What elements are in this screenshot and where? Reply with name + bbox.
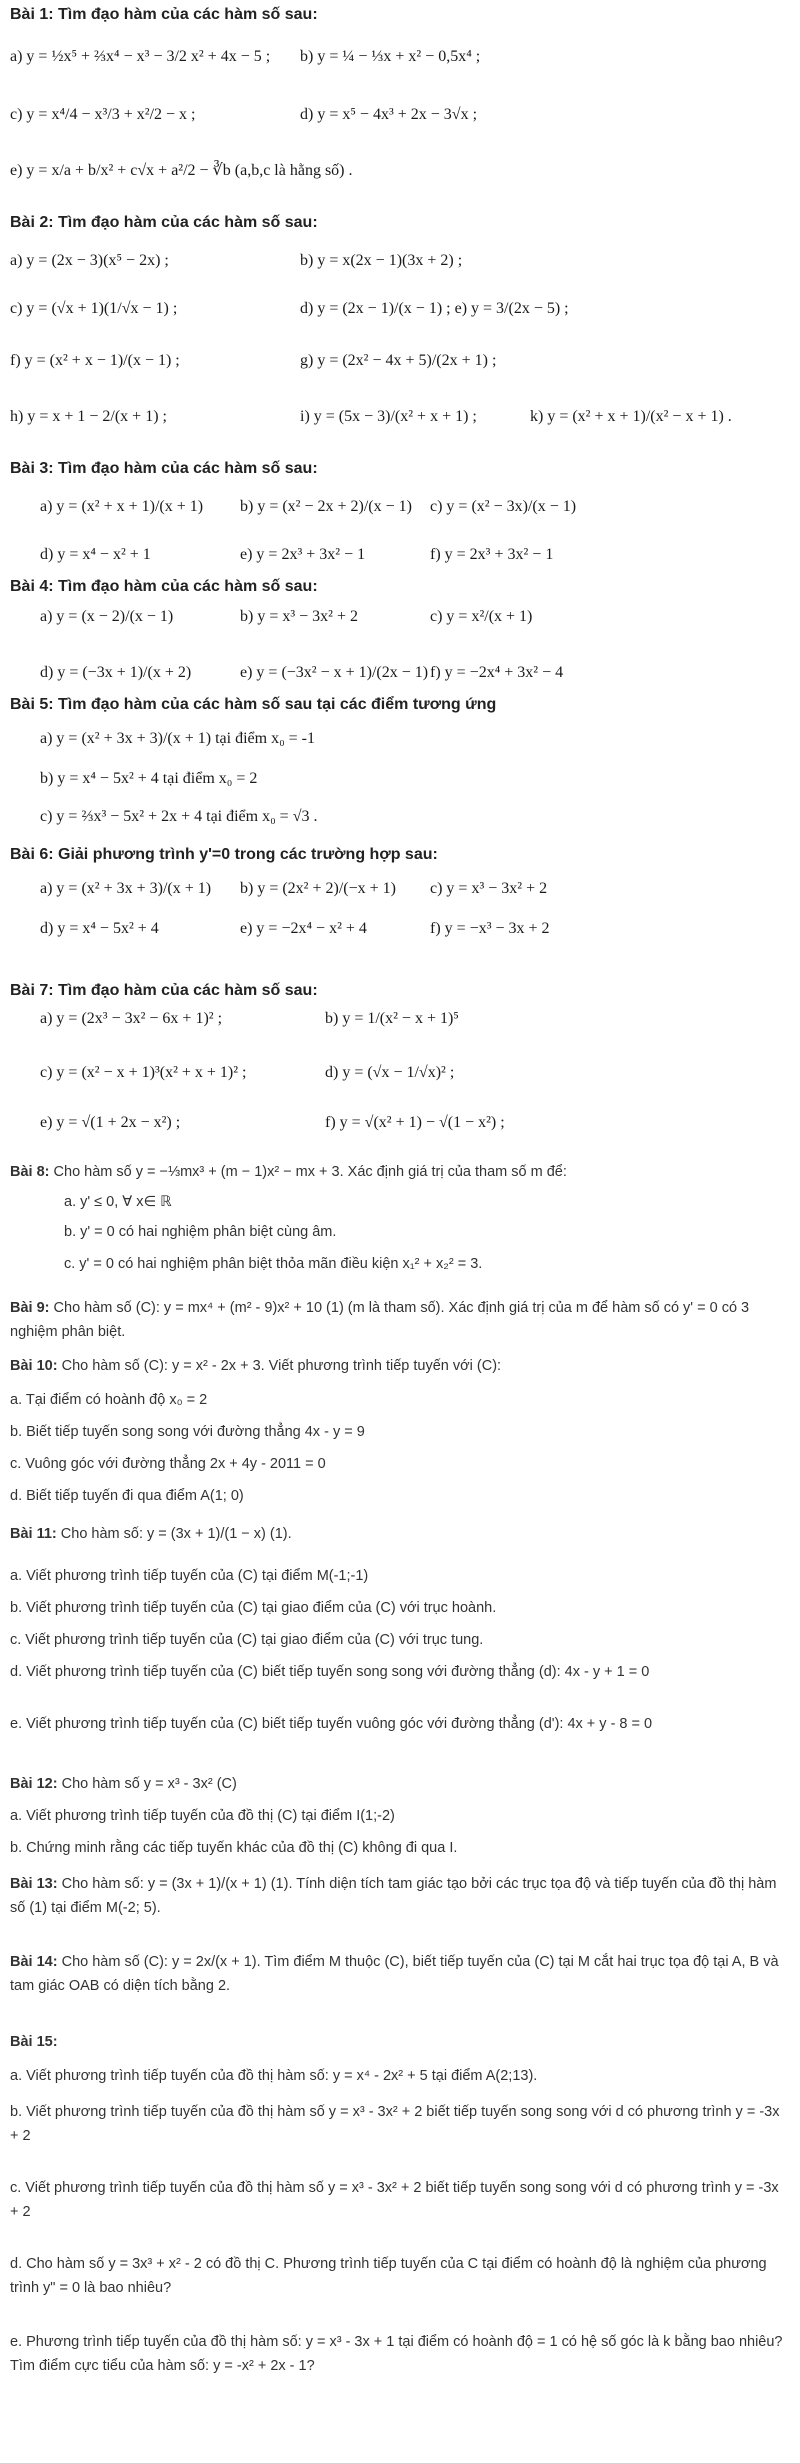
b11-item-a: a. Viết phương trình tiếp tuyến của (C) tại điểm M(-1;-1) xyxy=(10,1568,369,1584)
b7-item-a: a) y = (2x³ − 3x² − 6x + 1)² ; xyxy=(40,1010,223,1027)
b2-item-g: g) y = (2x² − 4x + 5)/(2x + 1) ; xyxy=(300,352,497,369)
b15-item-c: c. Viết phương trình tiếp tuyến của đồ thị hàm số y = x³ - 3x² + 2 biết tiếp tuyến song song với d có phương trình y = -3x + 2 xyxy=(10,2180,779,2220)
b6-title: Bài 6: Giải phương trình y'=0 trong các trường hợp sau: xyxy=(10,846,438,863)
b15-label: Bài 15: xyxy=(10,2034,58,2050)
b13-text: Cho hàm số: y = (3x + 1)/(x + 1) (1). Tính diện tích tam giác tạo bởi các trục tọa độ và tiếp tuyến của đồ thị hàm số (1) tại điểm M(-2; 5). xyxy=(10,1876,777,1916)
b10-item-a: a. Tại điểm có hoành độ x₀ = 2 xyxy=(10,1392,208,1408)
b8-item-c: c. y' = 0 có hai nghiệm phân biệt thỏa mãn điều kiện x₁² + x₂² = 3. xyxy=(64,1256,483,1272)
b15-item-b: b. Viết phương trình tiếp tuyến của đồ thị hàm số y = x³ - 3x² + 2 biết tiếp tuyến song song với d có phương trình y = -3x + 2 xyxy=(10,2104,780,2144)
b10-block xyxy=(10,1354,790,1378)
b11-block xyxy=(10,1522,790,1546)
b12-item-b: b. Chứng minh rằng các tiếp tuyến khác của đồ thị (C) không đi qua I. xyxy=(10,1840,458,1856)
b5-item-b: b) y = x⁴ − 5x² + 4 tại điểm x₀ = 2 xyxy=(40,770,258,787)
b2-item-c: c) y = (√x + 1)(1/√x − 1) ; xyxy=(10,300,178,317)
b5-item-c: c) y = ⅔x³ − 5x² + 2x + 4 tại điểm x₀ = √3 . xyxy=(40,808,318,825)
b2-item-a: a) y = (2x − 3)(x⁵ − 2x) ; xyxy=(10,252,169,269)
b6-item-c: c) y = x³ − 3x² + 2 xyxy=(430,880,548,897)
b3-title: Bài 3: Tìm đạo hàm của các hàm số sau: xyxy=(10,460,318,477)
b3-item-d: d) y = x⁴ − x² + 1 xyxy=(40,546,151,563)
b11-item-e: e. Viết phương trình tiếp tuyến của (C) biết tiếp tuyến vuông góc với đường thẳng (d'): 4x + y - 8 = 0 xyxy=(10,1716,653,1732)
b3-item-f: f) y = 2x³ + 3x² − 1 xyxy=(430,546,554,563)
b12-label: Bài 12: xyxy=(10,1776,58,1792)
b11-item-b: b. Viết phương trình tiếp tuyến của (C) tại giao điểm của (C) với trục hoành. xyxy=(10,1600,497,1616)
b6-item-a: a) y = (x² + 3x + 3)/(x + 1) xyxy=(40,880,212,897)
b4-item-d: d) y = (−3x + 1)/(x + 2) xyxy=(40,664,192,681)
b2-item-h: h) y = x + 1 − 2/(x + 1) ; xyxy=(10,408,167,425)
b15-item-e: e. Phương trình tiếp tuyến của đồ thị hàm số: y = x³ - 3x + 1 tại điểm có hoành độ = 1 có hệ số góc là k bằng bao nhiêu? Tìm điểm cực tiểu của hàm số: y = -x² + 2x - 1? xyxy=(10,2334,783,2374)
b10-label: Bài 10: xyxy=(10,1358,58,1374)
b9-label: Bài 9: xyxy=(10,1300,50,1316)
b11-item-d: d. Viết phương trình tiếp tuyến của (C) biết tiếp tuyến song song với đường thẳng (d): 4x - y + 1 = 0 xyxy=(10,1664,650,1680)
b2-item-k: k) y = (x² + x + 1)/(x² − x + 1) . xyxy=(530,408,732,425)
b14-text: Cho hàm số (C): y = 2x/(x + 1). Tìm điểm M thuộc (C), biết tiếp tuyến của (C) tại M cắt hai trục tọa độ tại A, B và tam giác OAB có diện tích bằng 2. xyxy=(10,1954,779,1994)
b1-title: Bài 1: Tìm đạo hàm của các hàm số sau: xyxy=(10,6,318,23)
b3-item-c: c) y = (x² − 3x)/(x − 1) xyxy=(430,498,577,515)
b7-item-e: e) y = √(1 + 2x − x²) ; xyxy=(40,1114,181,1131)
b3-item-b: b) y = (x² − 2x + 2)/(x − 1) xyxy=(240,498,412,515)
b7-item-d: d) y = (√x − 1/√x)² ; xyxy=(325,1064,455,1081)
b4-item-a: a) y = (x − 2)/(x − 1) xyxy=(40,608,174,625)
b8-item-a: a. y' ≤ 0, ∀ x∈ ℝ xyxy=(64,1194,172,1210)
b8-item-b: b. y' = 0 có hai nghiệm phân biệt cùng âm. xyxy=(64,1224,337,1240)
b1-item-d: d) y = x⁵ − 4x³ + 2x − 3√x ; xyxy=(300,106,478,123)
b2-item-b: b) y = x(2x − 1)(3x + 2) ; xyxy=(300,252,463,269)
b10-item-b: b. Biết tiếp tuyến song song với đường thẳng 4x - y = 9 xyxy=(10,1424,365,1440)
b4-item-e: e) y = (−3x² − x + 1)/(2x − 1) xyxy=(240,664,429,681)
b6-item-b: b) y = (2x² + 2)/(−x + 1) xyxy=(240,880,396,897)
b8-intro: Cho hàm số y = −⅓mx³ + (m − 1)x² − mx + 3. Xác định giá trị của tham số m để: xyxy=(53,1164,567,1180)
b8-block xyxy=(10,1160,790,1184)
b1-item-b: b) y = ¼ − ⅓x + x² − 0,5x⁴ ; xyxy=(300,48,481,65)
b14-block xyxy=(10,1950,790,1998)
b2-title: Bài 2: Tìm đạo hàm của các hàm số sau: xyxy=(10,214,318,231)
b9-block xyxy=(10,1296,790,1344)
b11-item-c: c. Viết phương trình tiếp tuyến của (C) tại giao điểm của (C) với trục tung. xyxy=(10,1632,484,1648)
b8-label: Bài 8: xyxy=(10,1164,50,1180)
b11-intro: Cho hàm số: y = (3x + 1)/(1 − x) (1). xyxy=(60,1526,292,1542)
b5-item-a: a) y = (x² + 3x + 3)/(x + 1) tại điểm x₀ = -1 xyxy=(40,730,315,747)
b1-item-a: a) y = ½x⁵ + ⅔x⁴ − x³ − 3/2 x² + 4x − 5 ; xyxy=(10,48,271,65)
b3-item-e: e) y = 2x³ + 3x² − 1 xyxy=(240,546,366,563)
b4-item-b: b) y = x³ − 3x² + 2 xyxy=(240,608,358,625)
b1-item-e: e) y = x/a + b/x² + c√x + a²/2 − ∛b (a,b,c là hằng số) . xyxy=(10,162,353,179)
b2-item-de: d) y = (2x − 1)/(x − 1) ; e) y = 3/(2x − 5) ; xyxy=(300,300,569,317)
b4-item-c: c) y = x²/(x + 1) xyxy=(430,608,533,625)
b7-item-f: f) y = √(x² + 1) − √(1 − x²) ; xyxy=(325,1114,505,1131)
b12-item-a: a. Viết phương trình tiếp tuyến của đồ thị (C) tại điểm I(1;-2) xyxy=(10,1808,395,1824)
b13-block xyxy=(10,1872,790,1920)
b13-label: Bài 13: xyxy=(10,1876,58,1892)
b6-item-f: f) y = −x³ − 3x + 2 xyxy=(430,920,550,937)
b14-label: Bài 14: xyxy=(10,1954,58,1970)
b15-block xyxy=(10,2030,790,2054)
b7-item-c: c) y = (x² − x + 1)³(x² + x + 1)² ; xyxy=(40,1064,247,1081)
b4-title: Bài 4: Tìm đạo hàm của các hàm số sau: xyxy=(10,578,318,595)
b15-item-a: a. Viết phương trình tiếp tuyến của đồ thị hàm số: y = x⁴ - 2x² + 5 tại điểm A(2;13). xyxy=(10,2068,538,2084)
b12-block xyxy=(10,1772,790,1796)
b2-item-i: i) y = (5x − 3)/(x² + x + 1) ; xyxy=(300,408,477,425)
b2-item-f: f) y = (x² + x − 1)/(x − 1) ; xyxy=(10,352,180,369)
b6-item-e: e) y = −2x⁴ − x² + 4 xyxy=(240,920,367,937)
b4-item-f: f) y = −2x⁴ + 3x² − 4 xyxy=(430,664,564,681)
b7-item-b: b) y = 1/(x² − x + 1)⁵ xyxy=(325,1010,459,1027)
b12-intro: Cho hàm số y = x³ - 3x² (C) xyxy=(61,1776,237,1792)
b5-title: Bài 5: Tìm đạo hàm của các hàm số sau tại các điểm tương ứng xyxy=(10,696,497,713)
b7-title: Bài 7: Tìm đạo hàm của các hàm số sau: xyxy=(10,982,318,999)
b10-intro: Cho hàm số (C): y = x² - 2x + 3. Viết phương trình tiếp tuyến với (C): xyxy=(61,1358,502,1374)
b1-item-c: c) y = x⁴/4 − x³/3 + x²/2 − x ; xyxy=(10,106,196,123)
b6-item-d: d) y = x⁴ − 5x² + 4 xyxy=(40,920,159,937)
b11-label: Bài 11: xyxy=(10,1526,57,1542)
b9-text: Cho hàm số (C): y = mx⁴ + (m² - 9)x² + 10 (1) (m là tham số). Xác định giá trị của m để hàm số có y' = 0 có 3 nghiệm phân biệt. xyxy=(10,1300,750,1340)
b15-item-d: d. Cho hàm số y = 3x³ + x² - 2 có đồ thị C. Phương trình tiếp tuyến của C tại điểm có hoành độ là nghiệm của phương trình y" = 0 là bao nhiêu? xyxy=(10,2256,767,2296)
b3-item-a: a) y = (x² + x + 1)/(x + 1) xyxy=(40,498,204,515)
b10-item-d: d. Biết tiếp tuyến đi qua điểm A(1; 0) xyxy=(10,1488,244,1504)
b10-item-c: c. Vuông góc với đường thẳng 2x + 4y - 2011 = 0 xyxy=(10,1456,326,1472)
